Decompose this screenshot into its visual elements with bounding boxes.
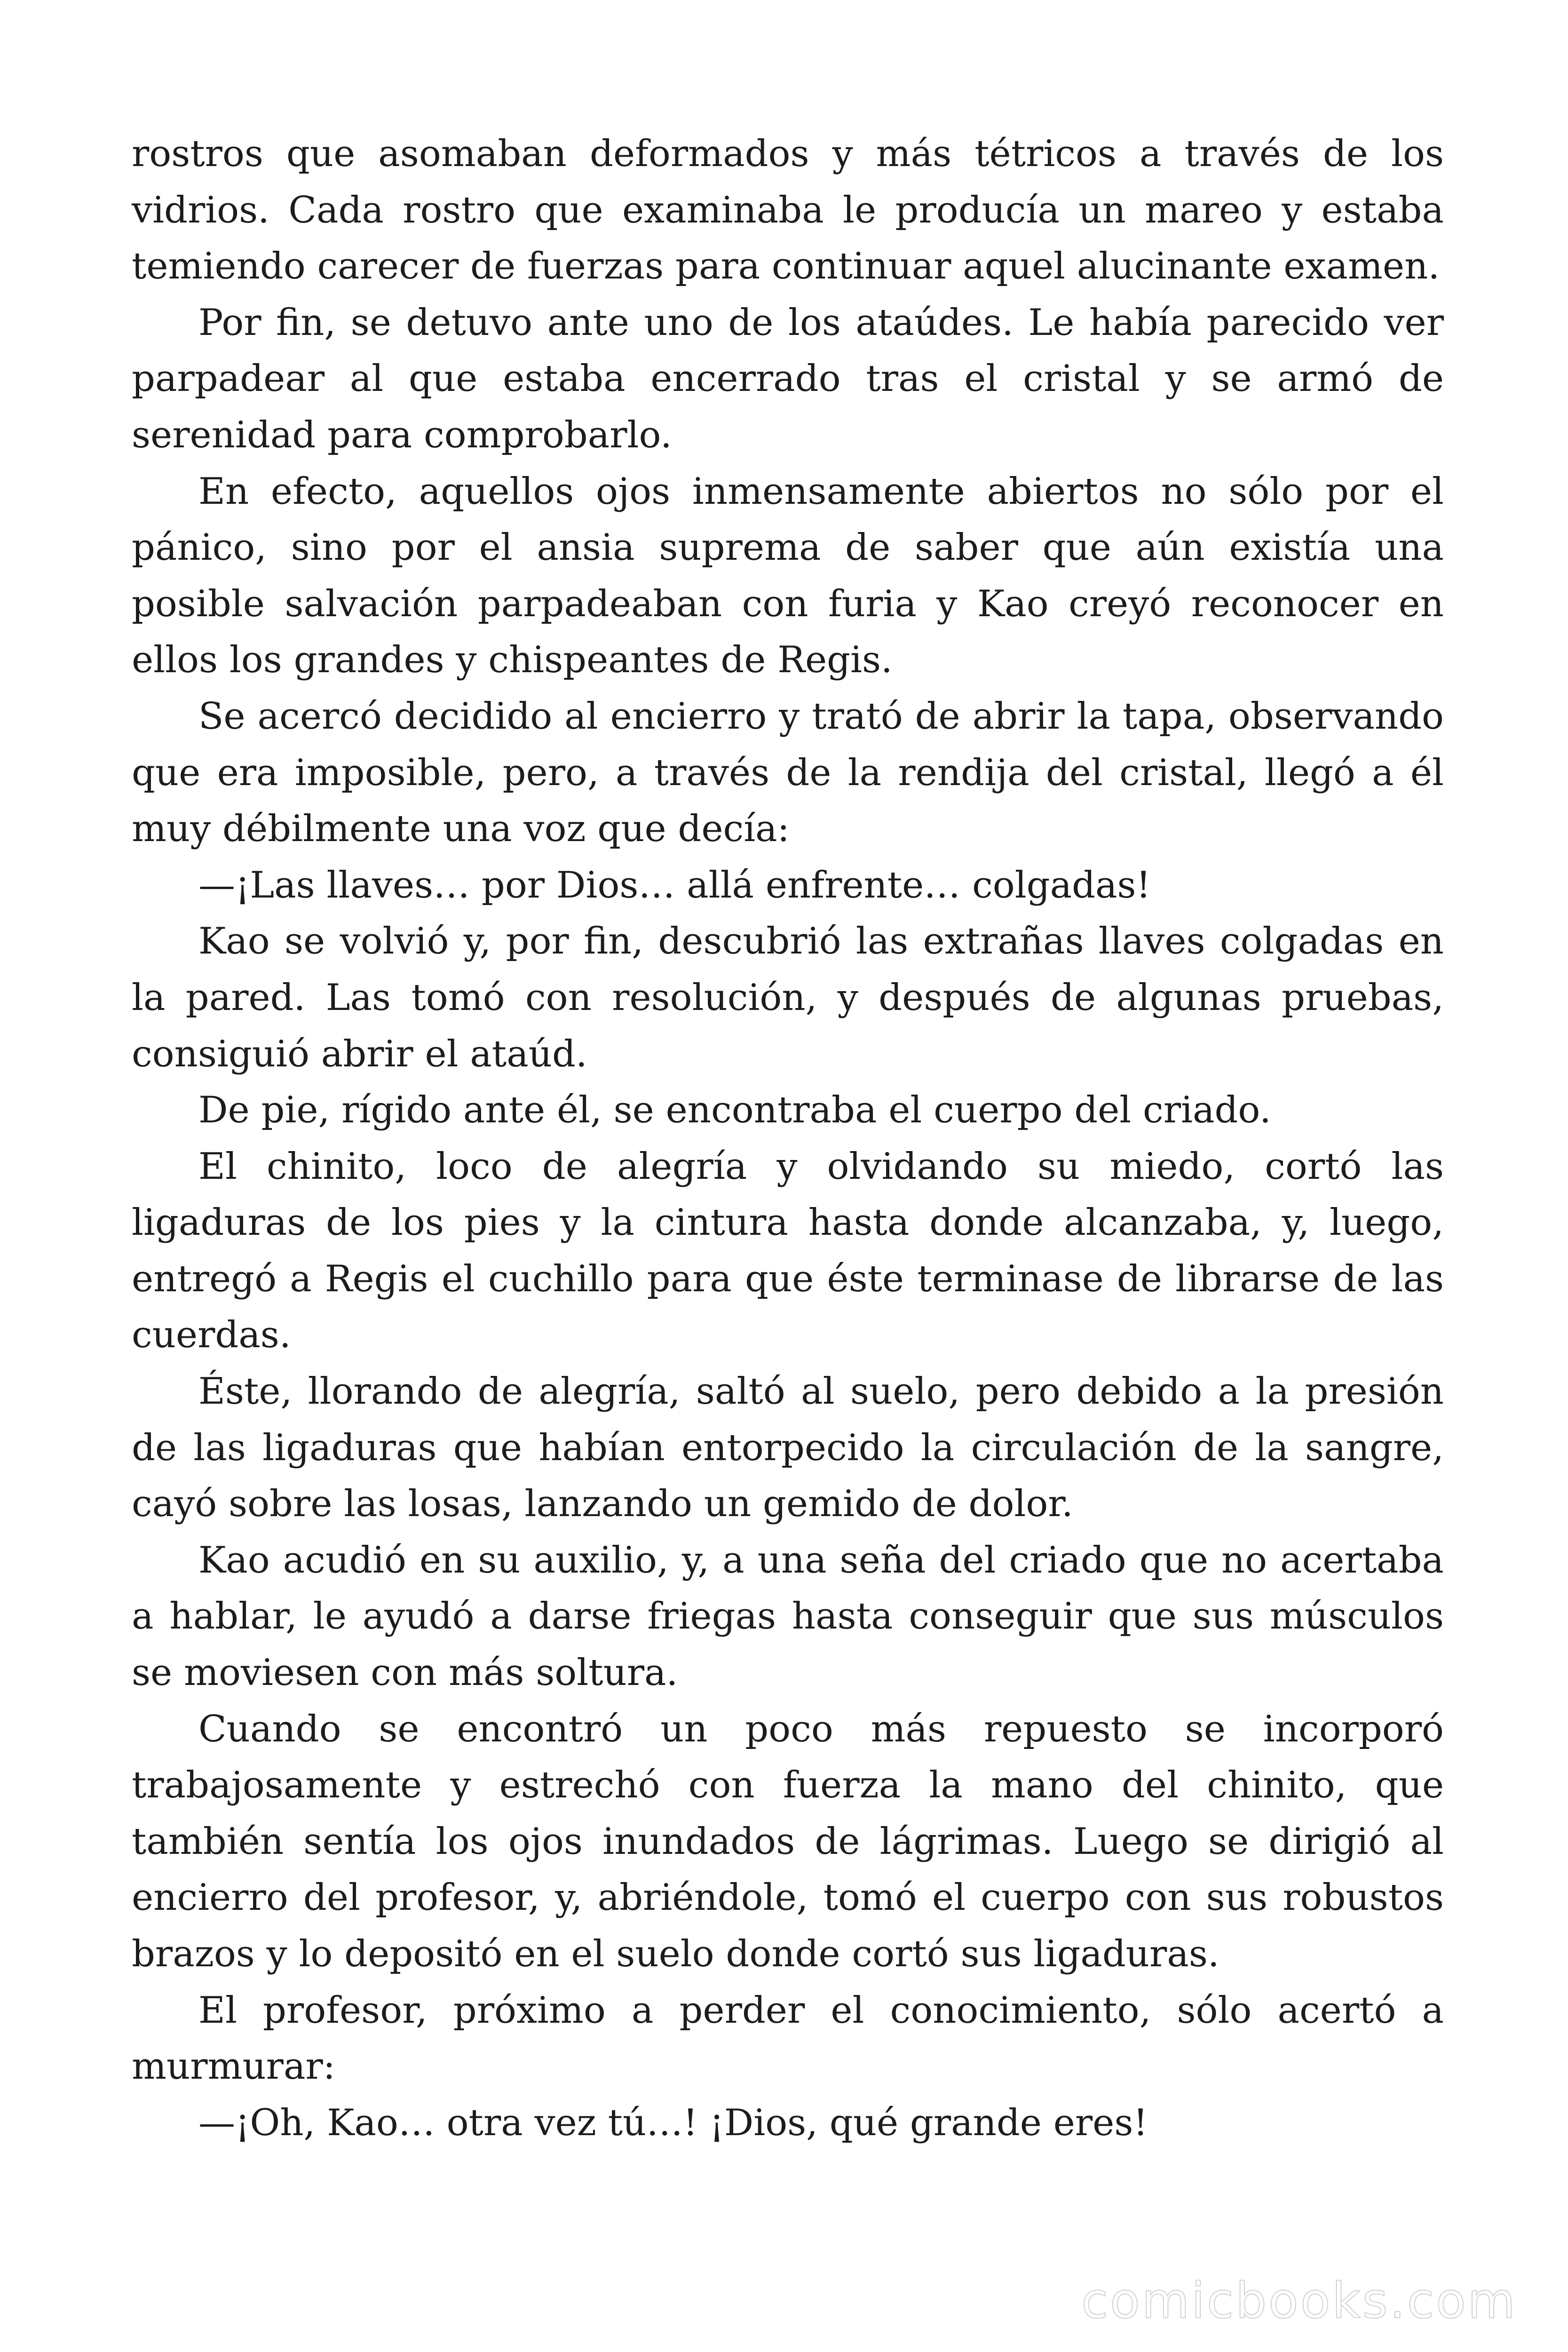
body-text	[132, 126, 1444, 2151]
dialogue-line: —¡Las llaves… por Dios… allá enfrente… colgadas!	[198, 864, 1151, 906]
dialogue-line: —¡Oh, Kao… otra vez tú…! ¡Dios, qué grande eres!	[198, 2101, 1148, 2144]
paragraph: Cuando se encontró un poco más repuesto se incorporó trabajosamente y estrechó con fuerza la mano del chinito, que también sentía los ojos inundados de lágrimas. Luego se dirigió al encierro del profesor, y, abriéndole, tomó el cuerpo con sus robustos brazos y lo depositó en el suelo donde cortó sus ligaduras.	[132, 1708, 1444, 1975]
paragraph: Por fin, se detuvo ante uno de los ataúdes. Le había parecido ver parpadear al que estaba encerrado tras el cristal y se armó de serenidad para comprobarlo.	[132, 301, 1444, 456]
paragraph: Éste, llorando de alegría, saltó al suelo, pero debido a la presión de las ligaduras que habían entorpecido la circulación de la sangre, cayó sobre las losas, lanzando un gemido de dolor.	[132, 1370, 1444, 1526]
paragraph-continuation: rostros que asomaban deformados y más tétricos a través de los vidrios. Cada rostro que examinaba le producía un mareo y estaba temiendo carecer de fuerzas para continuar aquel alucinante examen.	[132, 133, 1444, 288]
paragraph: Se acercó decidido al encierro y trató de abrir la tapa, observando que era imposible, pero, a través de la rendija del cristal, llegó a él muy débilmente una voz que decía:	[132, 695, 1444, 850]
paragraph: El chinito, loco de alegría y olvidando su miedo, cortó las ligaduras de los pies y la cintura hasta donde alcanzaba, y, luego, entregó a Regis el cuchillo para que éste terminase de librarse de las cuerdas.	[132, 1145, 1444, 1357]
paragraph: Kao se volvió y, por fin, descubrió las extrañas llaves colgadas en la pared. Las tomó con resolución, y después de algunas pruebas, consiguió abrir el ataúd.	[132, 920, 1444, 1075]
paragraph: Kao acudió en su auxilio, y, a una seña del criado que no acertaba a hablar, le ayudó a darse friegas hasta conseguir que sus músculos se moviesen con más soltura.	[132, 1539, 1444, 1694]
watermark: comicbooks.com	[1081, 2272, 1517, 2329]
paragraph: De pie, rígido ante él, se encontraba el cuerpo del criado.	[198, 1089, 1271, 1132]
paragraph: En efecto, aquellos ojos inmensamente abiertos no sólo por el pánico, sino por el ansia suprema de saber que aún existía una posible salvación parpadeaban con furia y Kao creyó reconocer en ellos los grandes y chispeantes de Regis.	[132, 470, 1444, 682]
paragraph: El profesor, próximo a perder el conocimiento, sólo acertó a murmurar:	[132, 1989, 1444, 2088]
